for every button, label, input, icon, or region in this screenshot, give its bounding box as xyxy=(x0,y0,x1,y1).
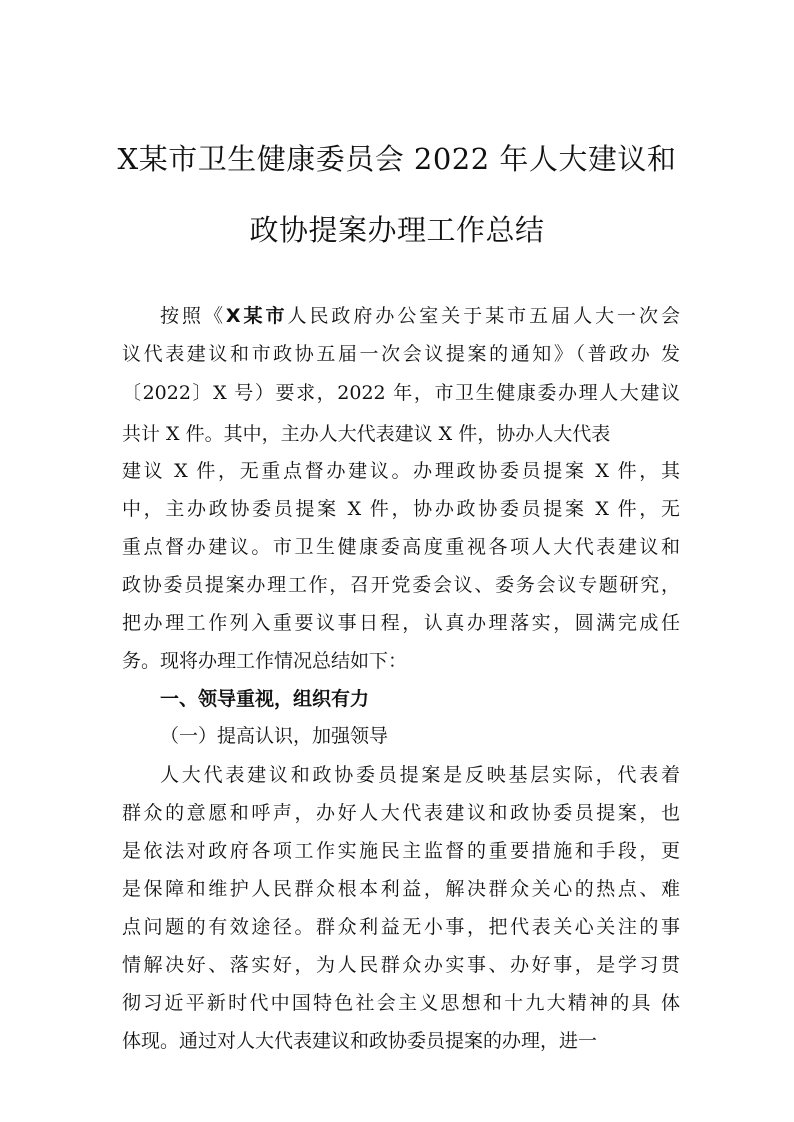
section-heading-1: 一、领导重视，组织有力 xyxy=(160,688,370,710)
paragraph-2-line-4: 是保障和维护人民群众根本利益，解决群众关心的热点、难 xyxy=(122,878,680,900)
subsection-heading-1: （一）提高认识，加强领导 xyxy=(160,725,389,747)
paragraph-1-line-5: 建议 X 件，无重点督办建议。办理政协委员提案 X 件，其 xyxy=(122,460,680,482)
paragraph-1-line-9: 把办理工作列入重要议事日程，认真办理落实，圆满完成任 xyxy=(122,612,680,634)
paragraph-2-line-7: 彻习近平新时代中国特色社会主义思想和十九大精神的具 体 xyxy=(122,992,680,1014)
paragraph-1-line-10: 务。现将办理工作情况总结如下： xyxy=(122,650,408,672)
paragraph-2-line-2: 群众的意愿和呼声，办好人大代表建议和政协委员提案，也 xyxy=(122,802,680,824)
paragraph-1-line-6: 中，主办政协委员提案 X 件，协办政协委员提案 X 件，无 xyxy=(122,498,680,520)
city-name: X某市 xyxy=(225,305,288,327)
paragraph-1-line-4: 共计 X 件。其中，主办人大代表建议 X 件，协办人大代表 xyxy=(122,423,611,445)
paragraph-2-line-3: 是依法对政府各项工作实施民主监督的重要措施和手段，更 xyxy=(122,840,680,862)
paragraph-2-line-5: 点问题的有效途径。群众利益无小事，把代表关心关注的事 xyxy=(122,916,680,938)
paragraph-1-line-7: 重点督办建议。市卫生健康委高度重视各项人大代表建议和 xyxy=(122,536,680,558)
document-title-line-2: 政协提案办理工作总结 xyxy=(249,213,545,247)
paragraph-1-line-3: 〔2022〕X 号）要求，2022 年，市卫生健康委办理人大建议 xyxy=(122,382,680,404)
paragraph-2-line-6: 情解决好、落实好，为人民群众办实事、办好事，是学习贯 xyxy=(122,954,680,976)
document-title-line-1: X某市卫生健康委员会 2022 年人大建议和 xyxy=(117,142,677,176)
paragraph-1-line-8: 政协委员提案办理工作，召开党委会议、委务会议专题研究， xyxy=(122,574,680,596)
paragraph-1-line-1 xyxy=(160,303,680,329)
paragraph-1-line-1-rest: 人民政府办公室关于某市五届人大一次会 xyxy=(287,305,680,327)
paragraph-2-line-8: 体现。通过对人大代表建议和政协委员提案的办理，进一 xyxy=(122,1030,598,1052)
paragraph-2-line-1: 人大代表建议和政协委员提案是反映基层实际，代表着 xyxy=(160,764,680,786)
paragraph-1-line-2: 议代表建议和市政协五届一次会议提案的通知》（普政办 发 xyxy=(122,343,680,365)
paragraph-1-prefix: 按照《 xyxy=(160,305,226,327)
